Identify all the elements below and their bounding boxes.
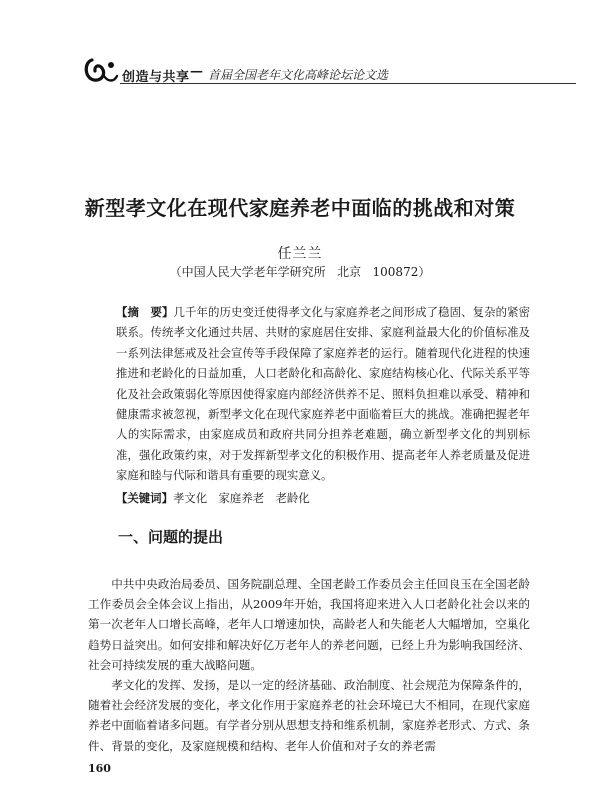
keywords-label: 【关键词】 [116, 491, 173, 505]
keywords-text: 孝文化 家庭养老 老龄化 [172, 491, 310, 505]
section-heading: 一、问题的提出 [118, 528, 224, 546]
series-title: 创造与共享 [122, 70, 190, 85]
page-number: 160 [88, 762, 111, 775]
article-title: 新型孝文化在现代家庭养老中面临的挑战和对策 [84, 196, 516, 220]
author-affiliation: （中国人民大学老年学研究所 北京 100872） [169, 265, 431, 279]
running-header [82, 56, 542, 86]
series-subtitle: 首届全国老年文化高峰论坛论文选 [208, 68, 389, 82]
body-paragraph: 孝文化的发挥、发扬，是以一定的经济基础、政治制度、社会规范为保障条件的，随着社会经济发展的变化，孝文化作用于家庭养老的社会环境已大不相同，在现代家庭养老中面临着诸多问题。有学者分别从思想支持和维系机制，家庭养老形式、方式、条件、背景的变化，及家庭规模和结构、老年人价值和对子女的养老需 [88, 678, 530, 753]
header-rule [120, 83, 576, 84]
series-logo-icon [82, 56, 120, 86]
abstract [116, 302, 530, 486]
body-text [88, 574, 530, 756]
keywords [116, 488, 536, 508]
abstract-label: 【摘 要】 [116, 305, 174, 319]
body-paragraph: 中共中央政治局委员、国务院副总理、全国老龄工作委员会主任回良玉在全国老龄工作委员会全体会议上指出，从2009年开始，我国将迎来进入人口老龄化社会以来的第一次老年人口增长高峰，老年人口增速加快，高龄老人和失能老人大幅增加，空巢化趋势日益突出。如何安排和解决好亿万老年人的养老问题，已经上升为影响我国经济、社会可持续发展的重大战略问题。 [88, 577, 530, 672]
author-name: 任兰兰 [277, 246, 323, 262]
abstract-text: 几千年的历史变迁使得孝文化与家庭养老之间形成了稳固、复杂的紧密联系。传统孝文化通过共居、共财的家庭居住安排、家庭利益最大化的价值标准及一系列法律惩戒及社会宣传等手段保障了家庭养老的运行。随着现代化进程的快速推进和老龄化的日益加重，人口老龄化和高龄化、家庭结构核心化、代际关系平等化及社会政策弱化等原因使得家庭内部经济供养不足、照料负担难以承受、精神和健康需求被忽视，新型孝文化在现代家庭养老中面临着巨大的挑战。准确把握老年人的实际需求，由家庭成员和政府共同分担养老难题，确立新型孝文化的判别标准，强化政策约束，对于发挥新型孝文化的积极作用、提高老年人养老质量及促进家庭和睦与代际和谐具有重要的现实意义。 [116, 305, 530, 483]
header-separator: — [190, 64, 203, 79]
